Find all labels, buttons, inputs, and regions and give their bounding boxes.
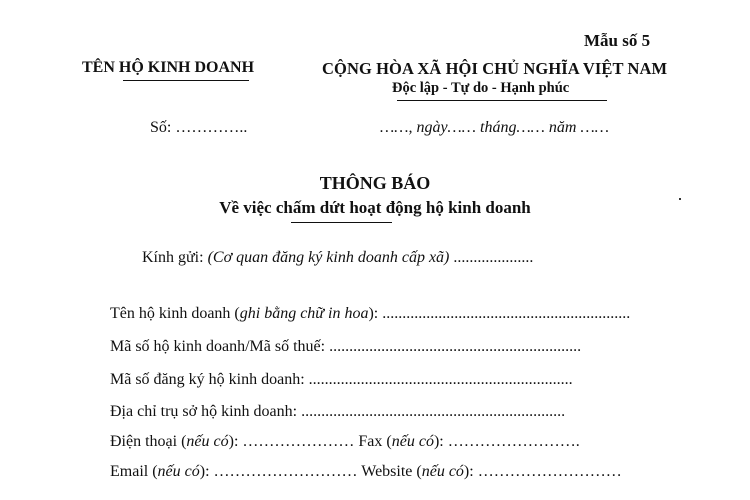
business-name-heading: TÊN HỘ KINH DOANH bbox=[82, 59, 255, 76]
email-blank: ): ……………………… bbox=[199, 463, 358, 480]
recipient-dots: .................... bbox=[449, 249, 534, 266]
email-hint: nếu có bbox=[157, 463, 200, 480]
business-name-underline bbox=[123, 80, 249, 81]
business-name-label: Tên hộ kinh doanh ( bbox=[110, 305, 240, 322]
registration-code-field: Mã số đăng ký hộ kinh doanh: .................................................................. bbox=[110, 371, 573, 388]
recipient-label: Kính gửi: bbox=[142, 249, 208, 266]
website-hint: nếu có bbox=[421, 463, 464, 480]
business-name-field bbox=[110, 305, 630, 323]
national-motto: Độc lập - Tự do - Hạnh phúc bbox=[392, 80, 570, 96]
phone-hint: nếu có bbox=[186, 433, 229, 450]
phone-label: Điện thoại ( bbox=[110, 433, 187, 450]
phone-blank: ): ………………… bbox=[228, 433, 355, 450]
form-number: Mẫu số 5 bbox=[584, 31, 651, 50]
phone-fax-field bbox=[110, 433, 580, 451]
document-subtitle: Về việc chấm dứt hoạt động hộ kinh doanh bbox=[219, 198, 531, 217]
fax-blank: ): ……………………. bbox=[433, 433, 580, 450]
document-date: ……, ngày…… tháng…… năm …… bbox=[380, 119, 609, 136]
email-website-field bbox=[110, 463, 622, 481]
website-label: Website ( bbox=[357, 463, 422, 480]
scan-speck bbox=[679, 198, 681, 200]
email-label: Email ( bbox=[110, 463, 158, 480]
document-title: THÔNG BÁO bbox=[319, 173, 431, 193]
recipient-line bbox=[142, 249, 533, 267]
recipient-agency: (Cơ quan đăng ký kinh doanh cấp xã) bbox=[207, 249, 450, 266]
document-number: Số: ………….. bbox=[150, 119, 248, 136]
address-field: Địa chỉ trụ sở hộ kinh doanh: .................................................................. bbox=[110, 403, 566, 420]
fax-hint: nếu có bbox=[391, 433, 434, 450]
website-blank: ): ……………………… bbox=[463, 463, 622, 480]
motto-underline bbox=[397, 100, 607, 101]
business-name-hint: ghi bằng chữ in hoa bbox=[239, 305, 369, 322]
tax-code-field: Mã số hộ kinh doanh/Mã số thuế: ............................................................... bbox=[110, 338, 582, 355]
business-name-blank: ): .............................................................. bbox=[368, 305, 631, 322]
subtitle-underline bbox=[291, 222, 392, 223]
country-name: CỘNG HÒA XÃ HỘI CHỦ NGHĨA VIỆT NAM bbox=[322, 59, 668, 78]
fax-label: Fax ( bbox=[354, 433, 392, 450]
